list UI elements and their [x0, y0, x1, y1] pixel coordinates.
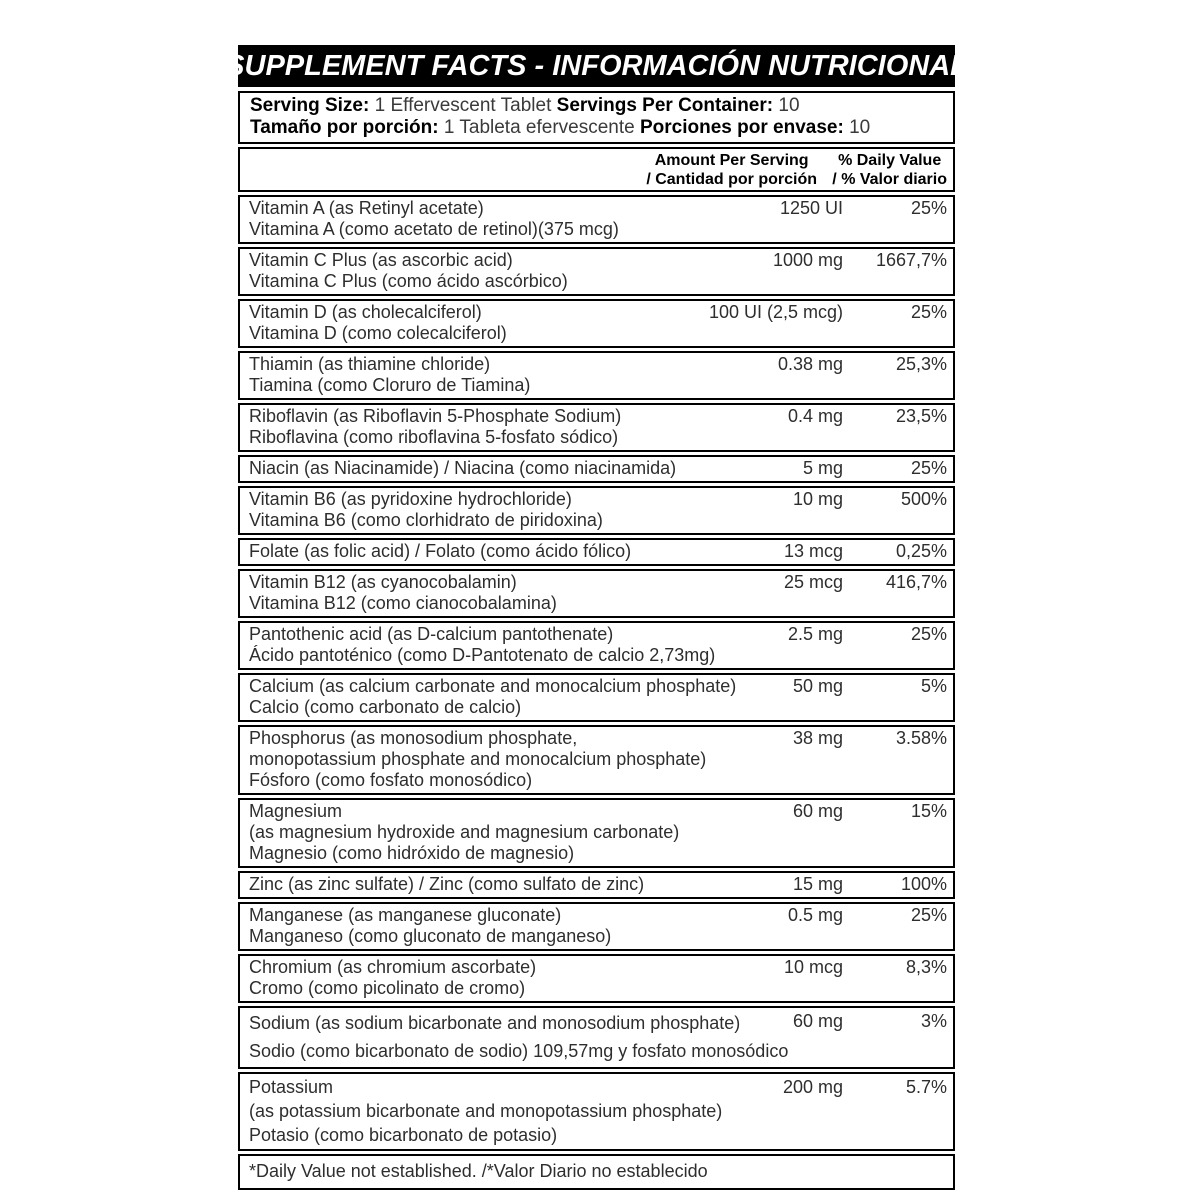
table-row — [238, 673, 955, 722]
table-row — [238, 569, 955, 618]
amount-value: 15 mg — [792, 874, 843, 894]
nutrient-line: Vitamina D (como colecalciferol) — [249, 323, 507, 343]
amount-value: 0.38 mg — [777, 354, 843, 374]
table-row — [238, 486, 955, 535]
dv-header-line1: % Daily Value — [838, 152, 942, 169]
serving-size-value-en: 1 Effervescent Tablet — [374, 95, 552, 116]
panel-title: SUPPLEMENT FACTS - INFORMACIÓN NUTRICIONAL — [225, 49, 968, 82]
nutrient-line: Pantothenic acid (as D-calcium pantothenate) — [249, 624, 614, 644]
nutrient-line: Calcium (as calcium carbonate and monocalcium phosphate) — [249, 676, 737, 696]
daily-value: 500% — [900, 489, 947, 509]
amount-value: 38 mg — [792, 728, 843, 748]
daily-value: 25% — [910, 458, 947, 478]
table-row — [238, 247, 955, 296]
table-row — [238, 871, 955, 899]
daily-value: 23,5% — [895, 406, 947, 426]
dv-header-line2: / % Valor diario — [832, 171, 947, 188]
servings-per-container-value-en: 10 — [778, 95, 800, 116]
serving-size-value-es: 1 Tableta efervescente — [443, 117, 635, 138]
nutrient-line: (as potassium bicarbonate and monopotassium phosphate) — [249, 1101, 723, 1121]
nutrient-line: Zinc (as zinc sulfate) / Zinc (como sulfato de zinc) — [249, 874, 645, 894]
nutrient-line: Vitamina C Plus (como ácido ascórbico) — [249, 271, 568, 291]
daily-value: 25% — [910, 198, 947, 218]
daily-value: 416,7% — [885, 572, 947, 592]
daily-value: 15% — [910, 801, 947, 821]
amount-header-line1: Amount Per Serving — [654, 152, 809, 169]
serving-line-en — [250, 95, 945, 117]
table-row — [238, 621, 955, 670]
daily-value: 100% — [900, 874, 947, 894]
amount-value: 25 mcg — [783, 572, 843, 592]
nutrient-line: Manganese (as manganese gluconate) — [249, 905, 562, 925]
nutrient-line: Folate (as folic acid) / Folato (como ácido fólico) — [249, 541, 632, 561]
nutrient-line: Phosphorus (as monosodium phosphate, — [249, 728, 578, 748]
amount-value: 1000 mg — [772, 250, 843, 270]
daily-value-column-header — [832, 151, 947, 189]
nutrient-line: Niacin (as Niacinamide) / Niacina (como niacinamida) — [249, 458, 677, 478]
nutrient-line: Vitamin D (as cholecalciferol) — [249, 302, 482, 322]
nutrient-line: Ácido pantoténico (como D-Pantotenato de calcio 2,73mg) — [249, 645, 716, 665]
table-row — [238, 351, 955, 400]
amount-value: 100 UI (2,5 mcg) — [708, 302, 843, 322]
daily-value: 0,25% — [895, 541, 947, 561]
nutrient-line: Tiamina (como Cloruro de Tiamina) — [249, 375, 531, 395]
nutrient-line: Vitamina B6 (como clorhidrato de piridoxina) — [249, 510, 603, 530]
title-bar — [225, 45, 968, 87]
supplement-facts-panel — [225, 45, 968, 1193]
nutrient-line: Potassium — [249, 1077, 334, 1097]
daily-value: 5% — [920, 676, 947, 696]
nutrient-line: Vitamin A (as Retinyl acetate) — [249, 198, 484, 218]
footnote-text: *Daily Value not established. /*Valor Diario no establecido — [249, 1161, 708, 1181]
nutrient-line: Cromo (como picolinato de cromo) — [249, 978, 526, 998]
amount-value: 50 mg — [792, 676, 843, 696]
nutrient-line: Thiamin (as thiamine chloride) — [249, 354, 491, 374]
nutrient-line: Sodium (as sodium bicarbonate and monosodium phosphate) — [249, 1013, 741, 1033]
column-header-box — [238, 147, 955, 192]
amount-value: 0.5 mg — [787, 905, 843, 925]
daily-value: 3% — [920, 1011, 947, 1031]
daily-value: 3.58% — [895, 728, 947, 748]
daily-value: 5.7% — [905, 1077, 947, 1097]
table-row — [238, 725, 955, 795]
nutrient-line: Fósforo (como fosfato monosódico) — [249, 770, 533, 790]
table-row — [238, 902, 955, 951]
amount-value: 13 mcg — [783, 541, 843, 561]
nutrient-line: Chromium (as chromium ascorbate) — [249, 957, 537, 977]
serving-info-box — [238, 91, 955, 144]
servings-per-container-label-en: Servings Per Container: — [556, 95, 774, 116]
table-row — [238, 538, 955, 566]
table-row — [238, 1006, 955, 1069]
table-row — [238, 1072, 955, 1151]
daily-value: 25% — [910, 624, 947, 644]
daily-value: 25% — [910, 302, 947, 322]
amount-value: 2.5 mg — [787, 624, 843, 644]
amount-value: 10 mcg — [783, 957, 843, 977]
nutrient-line: Riboflavina (como riboflavina 5-fosfato sódico) — [249, 427, 619, 447]
footnote-box — [238, 1154, 955, 1190]
amount-value: 60 mg — [792, 1011, 843, 1031]
nutrient-line: Calcio (como carbonato de calcio) — [249, 697, 522, 717]
table-row — [238, 195, 955, 244]
nutrient-line: Sodio (como bicarbonato de sodio) 109,57mg y fosfato monosódico — [249, 1041, 789, 1061]
nutrient-line: Manganeso (como gluconato de manganeso) — [249, 926, 612, 946]
serving-size-label-en: Serving Size: — [250, 95, 370, 116]
nutrient-line: Vitamin C Plus (as ascorbic acid) — [249, 250, 513, 270]
daily-value: 25,3% — [895, 354, 947, 374]
nutrient-line: Vitamin B6 (as pyridoxine hydrochloride) — [249, 489, 572, 509]
amount-value: 60 mg — [792, 801, 843, 821]
nutrient-line: (as magnesium hydroxide and magnesium carbonate) — [249, 822, 680, 842]
amount-column-header — [646, 151, 817, 189]
table-row — [238, 403, 955, 452]
nutrient-line: Magnesio (como hidróxido de magnesio) — [249, 843, 575, 863]
amount-header-line2: / Cantidad por porción — [646, 171, 817, 188]
serving-line-es — [250, 117, 945, 139]
nutrient-line: monopotassium phosphate and monocalcium phosphate) — [249, 749, 707, 769]
nutrient-line: Magnesium — [249, 801, 343, 821]
servings-per-container-value-es: 10 — [849, 117, 871, 138]
daily-value: 8,3% — [905, 957, 947, 977]
nutrient-line: Potasio (como bicarbonato de potasio) — [249, 1125, 558, 1145]
amount-value: 1250 UI — [779, 198, 843, 218]
amount-value: 200 mg — [782, 1077, 843, 1097]
nutrient-line: Vitamin B12 (as cyanocobalamin) — [249, 572, 517, 592]
table-row — [238, 798, 955, 868]
daily-value: 25% — [910, 905, 947, 925]
nutrient-line: Vitamina B12 (como cianocobalamina) — [249, 593, 557, 613]
amount-value: 5 mg — [802, 458, 843, 478]
amount-value: 0.4 mg — [787, 406, 843, 426]
serving-size-label-es: Tamaño por porción: — [250, 117, 439, 138]
table-row — [238, 954, 955, 1003]
table-row — [238, 455, 955, 483]
nutrient-line: Vitamina A (como acetato de retinol)(375 mcg) — [249, 219, 619, 239]
table-row — [238, 299, 955, 348]
nutrient-rows — [238, 195, 955, 1151]
amount-value: 10 mg — [792, 489, 843, 509]
daily-value: 1667,7% — [875, 250, 947, 270]
servings-per-container-label-es: Porciones por envase: — [640, 117, 844, 138]
nutrient-line: Riboflavin (as Riboflavin 5-Phosphate Sodium) — [249, 406, 622, 426]
